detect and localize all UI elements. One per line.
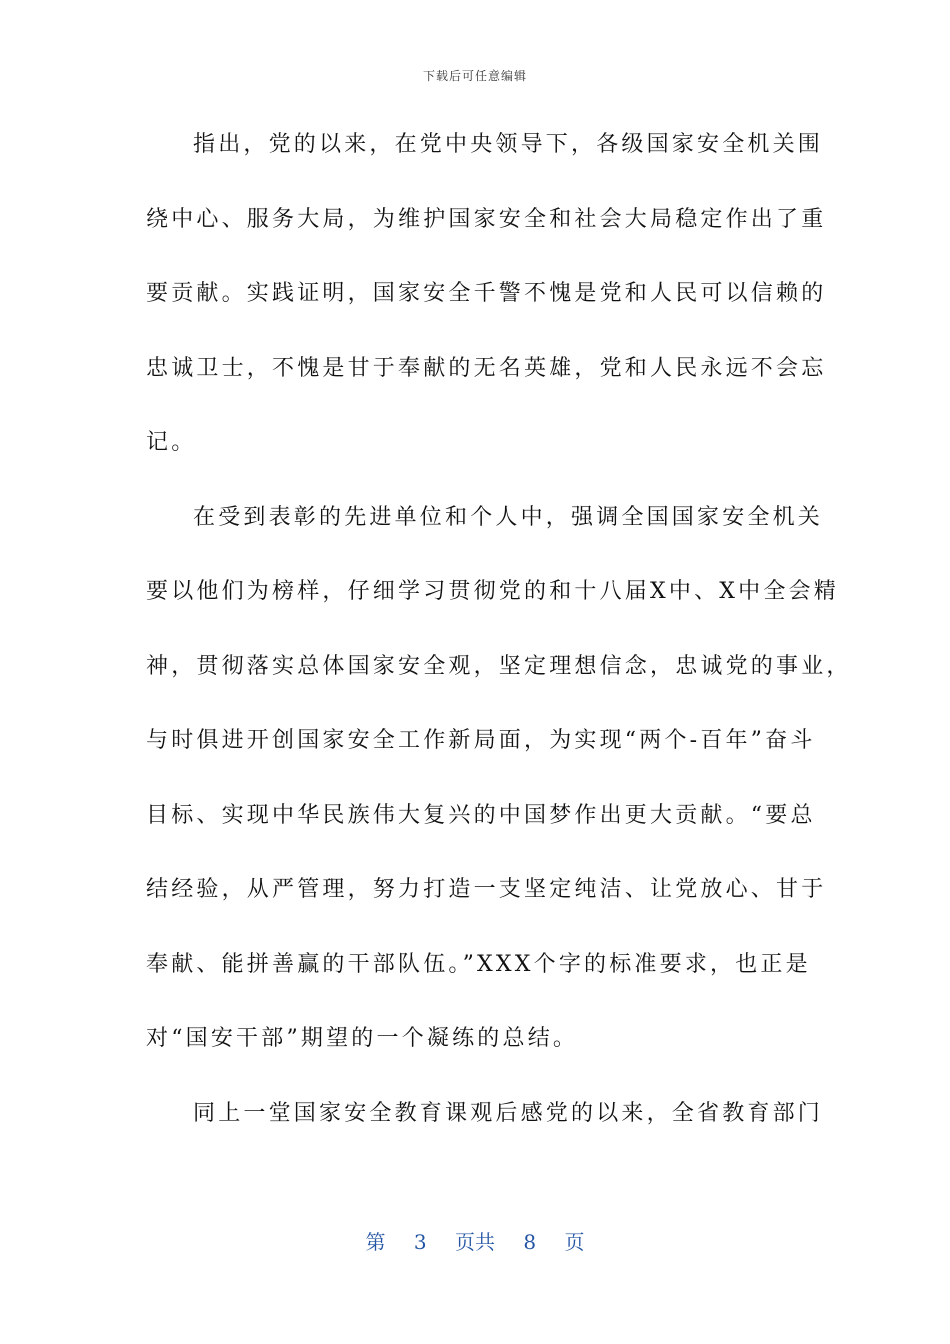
current-page-number: 3 bbox=[413, 1230, 427, 1254]
text-line: 对“国安干部”期望的一个凝练的总结。 bbox=[146, 1026, 579, 1051]
text-line: 忠诚卫士，不愧是甘于奉献的无名英雄，党和人民永远不会忘 bbox=[146, 355, 827, 381]
page-number-footer bbox=[0, 1226, 950, 1255]
text-line: 指出，党的以来，在党中央领导下，各级国家安全机关围 bbox=[193, 132, 824, 157]
text-line: 绕中心、服务大局，为维护国家安全和社会大局稳定作出了重 bbox=[146, 206, 827, 232]
header-note: 下载后可任意编辑 bbox=[422, 69, 527, 83]
page-label-mid: 页共 bbox=[455, 1230, 495, 1254]
text-line: 在受到表彰的先进单位和个人中，强调全国国家安全机关 bbox=[193, 504, 824, 530]
page-label-suffix: 页 bbox=[564, 1230, 585, 1254]
text-line: 结经验，从严管理，努力打造一支坚定纯洁、让党放心、甘于 bbox=[146, 877, 827, 902]
page-label-prefix: 第 bbox=[365, 1230, 386, 1254]
text-line: 记。 bbox=[146, 430, 197, 455]
text-line: 要以他们为榜样，仔细学习贯彻党的和十八届X中、X中全会精 bbox=[146, 579, 839, 604]
text-line: 同上一堂国家安全教育课观后感党的以来，全省教育部门 bbox=[193, 1100, 824, 1126]
document-body bbox=[146, 122, 852, 1165]
text-line: 奉献、能拼善赢的干部队伍。”XXX个字的标准要求，也正是 bbox=[146, 951, 811, 977]
text-line: 与时俱进开创国家安全工作新局面，为实现“两个-百年”奋斗 bbox=[146, 728, 816, 753]
text-line: 神，贯彻落实总体国家安全观，坚定理想信念，忠诚党的事业， bbox=[146, 653, 852, 679]
total-pages-number: 8 bbox=[523, 1230, 537, 1254]
text-line: 要贡献。实践证明，国家安全千警不愧是党和人民可以信赖的 bbox=[146, 281, 827, 306]
text-line: 目标、实现中华民族伟大复兴的中国梦作出更大贡献。“要总 bbox=[146, 802, 816, 828]
